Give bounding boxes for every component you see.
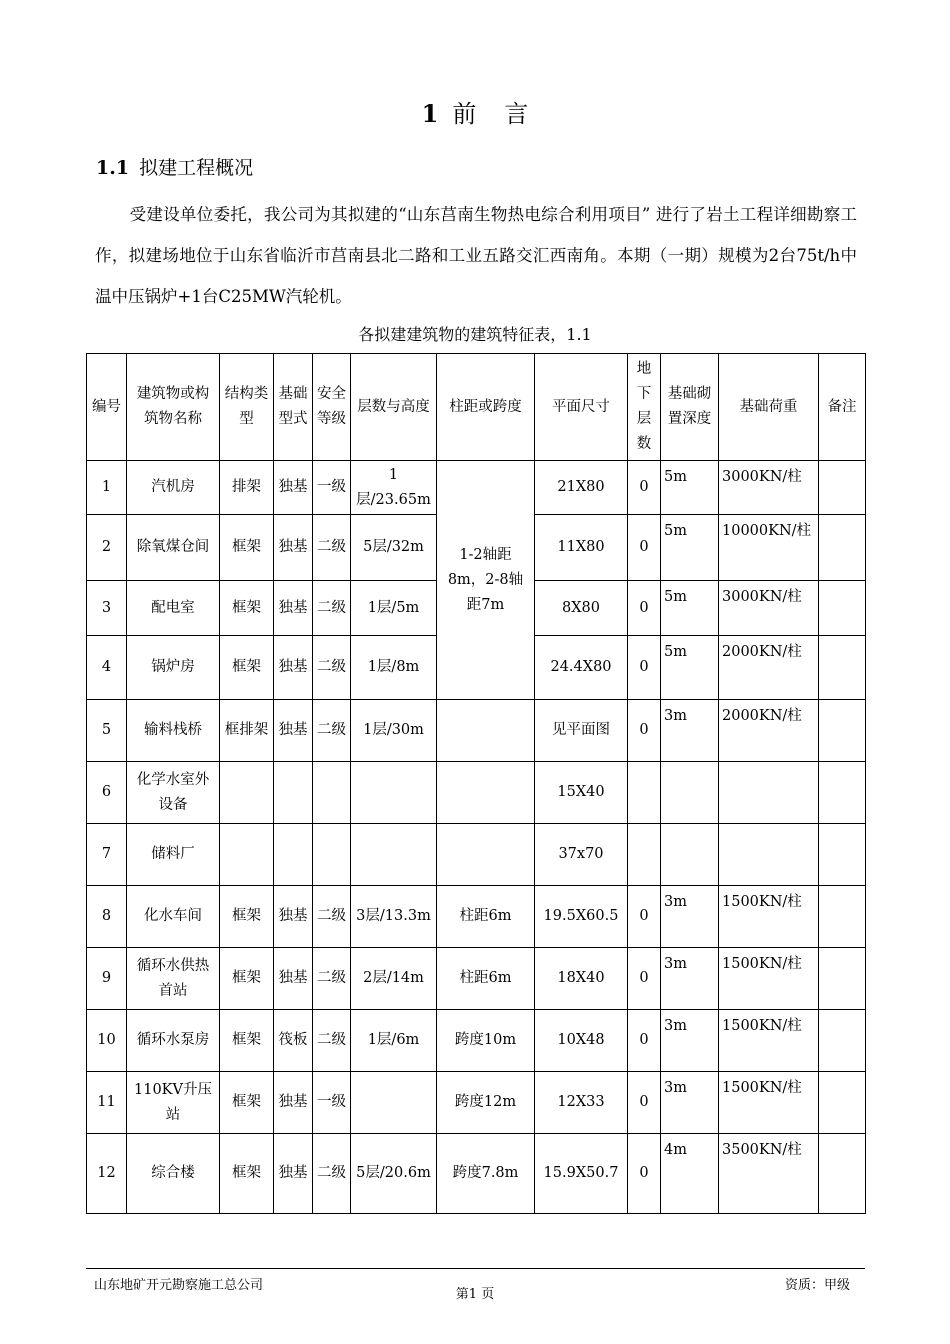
cell-span: 跨度12m <box>437 1072 535 1134</box>
cell-structure: 框排架 <box>220 700 274 762</box>
cell-note <box>819 461 866 515</box>
cell-basement: 0 <box>628 461 661 515</box>
cell-basement: 0 <box>628 581 661 636</box>
cell-basement: 0 <box>628 700 661 762</box>
cell-no: 5 <box>87 700 127 762</box>
cell-floors: 1层/8m <box>351 636 437 700</box>
header-col-size: 平面尺寸 <box>535 354 628 461</box>
cell-floors: 2层/14m <box>351 948 437 1010</box>
table-row <box>87 886 866 948</box>
table-header-row <box>87 354 866 461</box>
footer-divider <box>86 1268 865 1269</box>
cell-safety: 二级 <box>313 581 351 636</box>
header-col-name: 建筑物或构筑物名称 <box>127 354 220 461</box>
cell-no: 4 <box>87 636 127 700</box>
cell-foundation: 独基 <box>274 1072 313 1134</box>
cell-safety: 一级 <box>313 1072 351 1134</box>
cell-size: 18X40 <box>535 948 628 1010</box>
header-col-basement: 地下层数 <box>628 354 661 461</box>
table-row <box>87 1134 866 1214</box>
cell-depth: 3m <box>661 886 719 948</box>
cell-load: 3000KN/柱 <box>719 581 819 636</box>
cell-no: 10 <box>87 1010 127 1072</box>
cell-note <box>819 515 866 581</box>
cell-foundation: 筏板 <box>274 1010 313 1072</box>
cell-note <box>819 824 866 886</box>
cell-load: 10000KN/柱 <box>719 515 819 581</box>
cell-name: 汽机房 <box>127 461 220 515</box>
cell-name: 110KV升压站 <box>127 1072 220 1134</box>
table-row <box>87 762 866 824</box>
header-col-load: 基础荷重 <box>719 354 819 461</box>
cell-no: 2 <box>87 515 127 581</box>
cell-foundation <box>274 762 313 824</box>
cell-floors <box>351 1072 437 1134</box>
cell-name: 除氧煤仓间 <box>127 515 220 581</box>
header-col-floors: 层数与高度 <box>351 354 437 461</box>
cell-floors: 1层/30m <box>351 700 437 762</box>
cell-depth: 5m <box>661 636 719 700</box>
cell-note <box>819 581 866 636</box>
cell-size: 19.5X60.5 <box>535 886 628 948</box>
cell-name: 循环水泵房 <box>127 1010 220 1072</box>
cell-depth: 5m <box>661 461 719 515</box>
cell-depth: 3m <box>661 948 719 1010</box>
cell-depth <box>661 824 719 886</box>
header-col-span: 柱距或跨度 <box>437 354 535 461</box>
cell-floors: 1层/5m <box>351 581 437 636</box>
chapter-title-part2: 言 <box>504 100 529 128</box>
section-title <box>96 153 253 180</box>
cell-no: 12 <box>87 1134 127 1214</box>
cell-basement: 0 <box>628 1010 661 1072</box>
cell-basement <box>628 762 661 824</box>
cell-size: 15.9X50.7 <box>535 1134 628 1214</box>
table-row <box>87 824 866 886</box>
cell-no: 7 <box>87 824 127 886</box>
header-col-safety: 安全等级 <box>313 354 351 461</box>
header-col-foundation: 基础型式 <box>274 354 313 461</box>
cell-basement: 0 <box>628 948 661 1010</box>
cell-span-merged: 1-2轴距8m，2-8轴距7m <box>437 461 535 700</box>
cell-no: 1 <box>87 461 127 515</box>
cell-floors: 5层/32m <box>351 515 437 581</box>
cell-basement: 0 <box>628 1134 661 1214</box>
cell-name: 循环水供热首站 <box>127 948 220 1010</box>
table-row <box>87 948 866 1010</box>
cell-no: 6 <box>87 762 127 824</box>
cell-floors: 1层/6m <box>351 1010 437 1072</box>
cell-name: 化学水室外设备 <box>127 762 220 824</box>
intro-text: 受建设单位委托，我公司为其拟建的“山东莒南生物热电综合利用项目” 进行了岩土工程详细勘察工作，拟建场地位于山东省临沂市莒南县北二路和工业五路交汇西南角。本期（一期）规模为2台75t/h中温中压锅炉+1台C25MW汽轮机。 <box>95 205 857 306</box>
cell-span <box>437 824 535 886</box>
cell-foundation: 独基 <box>274 515 313 581</box>
table-row <box>87 1072 866 1134</box>
cell-load: 1500KN/柱 <box>719 1010 819 1072</box>
cell-size: 11X80 <box>535 515 628 581</box>
cell-foundation: 独基 <box>274 700 313 762</box>
cell-basement: 0 <box>628 886 661 948</box>
cell-safety: 二级 <box>313 948 351 1010</box>
cell-load: 3500KN/柱 <box>719 1134 819 1214</box>
cell-safety <box>313 824 351 886</box>
cell-no: 3 <box>87 581 127 636</box>
cell-basement <box>628 824 661 886</box>
cell-safety <box>313 762 351 824</box>
cell-name: 锅炉房 <box>127 636 220 700</box>
cell-note <box>819 886 866 948</box>
cell-load <box>719 762 819 824</box>
cell-span: 跨度7.8m <box>437 1134 535 1214</box>
cell-foundation: 独基 <box>274 636 313 700</box>
cell-no: 11 <box>87 1072 127 1134</box>
cell-size: 12X33 <box>535 1072 628 1134</box>
table-caption: 各拟建建筑物的建筑特征表，1.1 <box>358 325 592 344</box>
cell-load: 1500KN/柱 <box>719 1072 819 1134</box>
cell-note <box>819 1010 866 1072</box>
cell-no: 8 <box>87 886 127 948</box>
cell-basement: 0 <box>628 515 661 581</box>
cell-note <box>819 1072 866 1134</box>
cell-basement: 0 <box>628 1072 661 1134</box>
cell-span: 柱距6m <box>437 886 535 948</box>
chapter-title <box>0 94 950 129</box>
building-features-table <box>86 353 866 1214</box>
cell-load <box>719 824 819 886</box>
cell-size: 24.4X80 <box>535 636 628 700</box>
cell-load: 3000KN/柱 <box>719 461 819 515</box>
cell-size: 10X48 <box>535 1010 628 1072</box>
cell-safety: 一级 <box>313 461 351 515</box>
cell-depth: 4m <box>661 1134 719 1214</box>
cell-span <box>437 762 535 824</box>
cell-note <box>819 948 866 1010</box>
cell-basement: 0 <box>628 636 661 700</box>
cell-safety: 二级 <box>313 700 351 762</box>
footer-company: 山东地矿开元勘察施工总公司 <box>94 1278 264 1293</box>
header-col-depth: 基础砌置深度 <box>661 354 719 461</box>
cell-note <box>819 700 866 762</box>
header-col-note: 备注 <box>819 354 866 461</box>
cell-depth: 3m <box>661 700 719 762</box>
cell-size: 21X80 <box>535 461 628 515</box>
footer-qualification: 资质：甲级 <box>784 1278 850 1293</box>
cell-structure: 框架 <box>220 1134 274 1214</box>
header-col-no: 编号 <box>87 354 127 461</box>
cell-floors <box>351 824 437 886</box>
cell-span: 跨度10m <box>437 1010 535 1072</box>
cell-foundation: 独基 <box>274 461 313 515</box>
cell-load: 2000KN/柱 <box>719 700 819 762</box>
cell-size: 37x70 <box>535 824 628 886</box>
cell-floors <box>351 762 437 824</box>
cell-name: 配电室 <box>127 581 220 636</box>
cell-note <box>819 1134 866 1214</box>
cell-note <box>819 636 866 700</box>
cell-floors: 3层/13.3m <box>351 886 437 948</box>
cell-structure: 框架 <box>220 581 274 636</box>
cell-depth: 5m <box>661 581 719 636</box>
cell-size: 15X40 <box>535 762 628 824</box>
cell-name: 化水车间 <box>127 886 220 948</box>
cell-structure: 排架 <box>220 461 274 515</box>
section-number: 1.1 <box>96 157 130 179</box>
cell-safety: 二级 <box>313 636 351 700</box>
cell-note <box>819 762 866 824</box>
cell-foundation: 独基 <box>274 1134 313 1214</box>
cell-structure: 框架 <box>220 636 274 700</box>
cell-foundation: 独基 <box>274 948 313 1010</box>
table-row <box>87 1010 866 1072</box>
cell-depth: 3m <box>661 1010 719 1072</box>
cell-size: 8X80 <box>535 581 628 636</box>
cell-depth <box>661 762 719 824</box>
cell-structure: 框架 <box>220 886 274 948</box>
cell-structure: 框架 <box>220 1010 274 1072</box>
cell-size: 见平面图 <box>535 700 628 762</box>
cell-foundation: 独基 <box>274 581 313 636</box>
cell-safety: 二级 <box>313 886 351 948</box>
cell-name: 综合楼 <box>127 1134 220 1214</box>
cell-load: 1500KN/柱 <box>719 948 819 1010</box>
cell-depth: 5m <box>661 515 719 581</box>
cell-structure: 框架 <box>220 948 274 1010</box>
cell-span <box>437 700 535 762</box>
cell-structure: 框架 <box>220 1072 274 1134</box>
cell-structure <box>220 762 274 824</box>
cell-no: 9 <box>87 948 127 1010</box>
cell-load: 2000KN/柱 <box>719 636 819 700</box>
intro-paragraph <box>95 194 857 317</box>
cell-floors: 5层/20.6m <box>351 1134 437 1214</box>
cell-name: 输料栈桥 <box>127 700 220 762</box>
cell-structure <box>220 824 274 886</box>
cell-depth: 3m <box>661 1072 719 1134</box>
footer-page-number: 第1 页 <box>455 1287 495 1302</box>
chapter-number: 1 <box>421 99 439 128</box>
cell-safety: 二级 <box>313 1134 351 1214</box>
table-body <box>87 461 866 1214</box>
cell-name: 储料厂 <box>127 824 220 886</box>
table-row <box>87 461 866 515</box>
cell-safety: 二级 <box>313 515 351 581</box>
cell-floors: 1层/23.65m <box>351 461 437 515</box>
cell-span: 柱距6m <box>437 948 535 1010</box>
cell-foundation: 独基 <box>274 886 313 948</box>
chapter-title-part1: 前 <box>452 100 477 128</box>
cell-safety: 二级 <box>313 1010 351 1072</box>
section-title-text: 拟建工程概况 <box>139 157 254 179</box>
header-col-structure: 结构类型 <box>220 354 274 461</box>
cell-load: 1500KN/柱 <box>719 886 819 948</box>
cell-structure: 框架 <box>220 515 274 581</box>
table-row <box>87 700 866 762</box>
cell-foundation <box>274 824 313 886</box>
